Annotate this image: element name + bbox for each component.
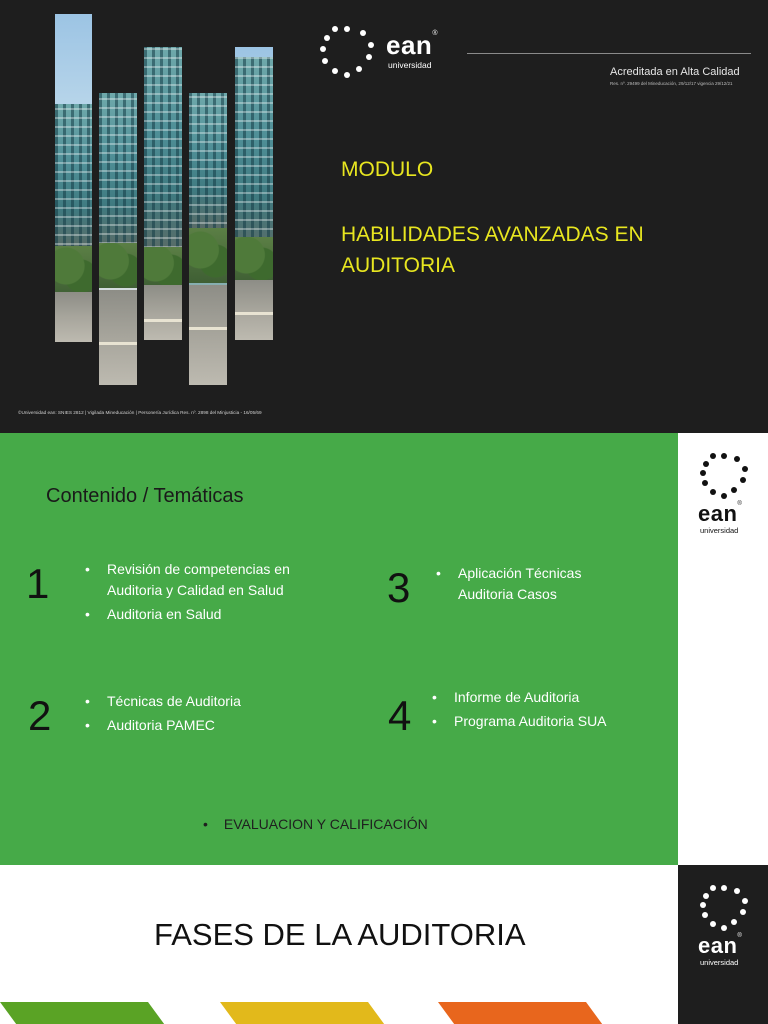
section-number-1: 1 xyxy=(26,560,50,607)
section-3-list xyxy=(436,563,626,608)
photo-strip-4 xyxy=(189,93,227,385)
accreditation-text: Acreditada en Alta Calidad xyxy=(610,66,740,78)
logo-sidebar xyxy=(678,865,768,1024)
list-item: • Informe de Auditoria xyxy=(432,687,652,708)
title-slide xyxy=(0,0,768,433)
ean-logo-wordmark: ean® xyxy=(698,501,743,526)
list-item: • Programa Auditoria SUA xyxy=(432,711,652,732)
list-item: • Técnicas de Auditoria xyxy=(85,691,335,712)
list-item: • Aplicación Técnicas Auditoria Casos xyxy=(436,563,626,605)
accreditation-detail: Res. nº. 29499 del Mineducación, 29/12/17 vigencia 29/12/21 xyxy=(610,81,733,86)
phases-slide xyxy=(0,865,768,1024)
ean-logo-wordmark: ean® xyxy=(386,30,438,60)
module-title: HABILIDADES AVANZADAS EN AUDITORIA xyxy=(341,223,644,277)
section-4-list xyxy=(432,687,652,735)
phase-arrow-1 xyxy=(0,1002,170,1024)
contents-slide xyxy=(0,433,768,865)
phases-title: FASES DE LA AUDITORIA xyxy=(154,917,526,952)
ean-logo-subtitle: universidad xyxy=(388,60,432,70)
ean-logo-dots-icon xyxy=(700,453,750,499)
list-item: • Auditoria PAMEC xyxy=(85,715,335,736)
ean-logo-subtitle: universidad xyxy=(700,526,739,535)
list-item: • Auditoria en Salud xyxy=(85,604,335,625)
module-label: MODULO xyxy=(341,158,434,181)
photo-strip-2 xyxy=(99,93,137,385)
section-number-3: 3 xyxy=(387,564,411,611)
photo-strip-3 xyxy=(144,47,182,340)
contents-title: Contenido / Temáticas xyxy=(46,485,244,507)
evaluation-item: • EVALUACION Y CALIFICACIÓN xyxy=(203,816,428,832)
section-2-list xyxy=(85,691,335,739)
logo-sidebar xyxy=(678,433,768,865)
ean-logo-dots-icon xyxy=(320,26,378,80)
photo-strip-5 xyxy=(235,47,273,340)
legal-footer: ©Universidad ean: SNIES 2812 | Vigilada Mineducación | Personería Jurídica Res. nº. 2898 del Minjusticia - 16/05/69 xyxy=(18,410,262,415)
section-number-2: 2 xyxy=(28,692,52,739)
section-1-list xyxy=(85,559,335,628)
phase-arrow-2 xyxy=(220,1002,390,1024)
ean-logo-dots-icon xyxy=(700,885,750,931)
ean-logo-wordmark: ean® xyxy=(698,933,743,958)
header-divider xyxy=(467,53,751,54)
section-number-4: 4 xyxy=(388,692,412,739)
phase-arrow-3 xyxy=(438,1002,608,1024)
list-item: • Revisión de competencias en Auditoria y Calidad en Salud xyxy=(85,559,335,601)
photo-strip-1 xyxy=(55,14,92,342)
ean-logo-subtitle: universidad xyxy=(700,958,739,967)
